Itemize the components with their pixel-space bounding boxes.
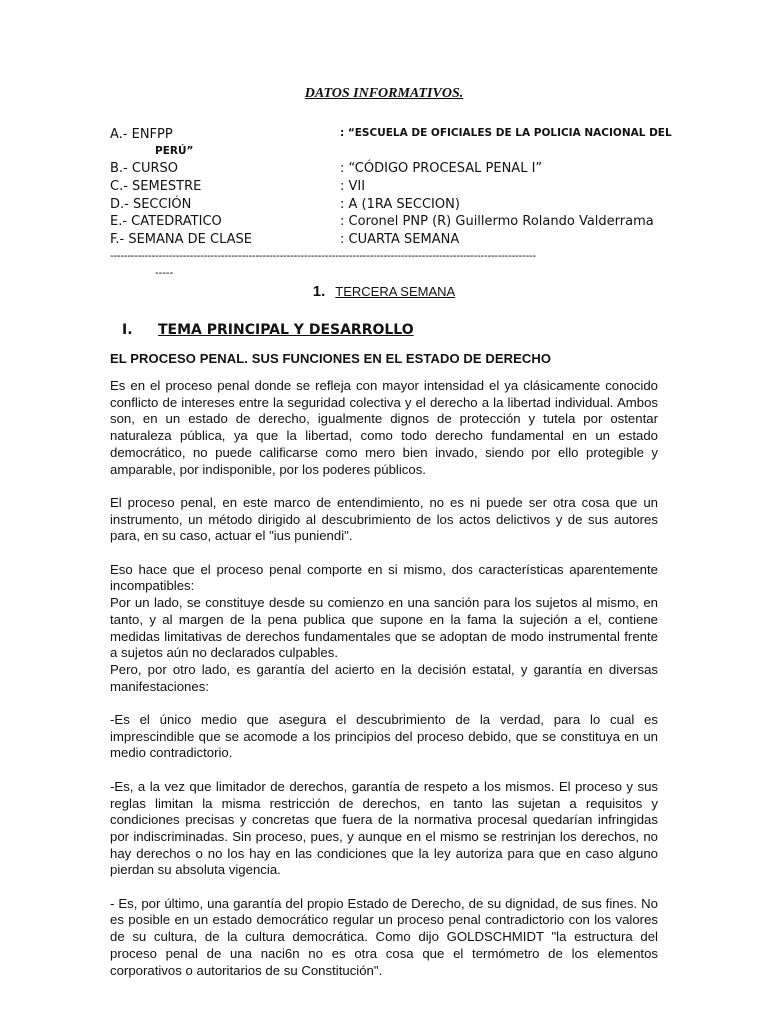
info-key: D.- SECCIÓN xyxy=(110,197,192,212)
tema-roman: I. xyxy=(122,322,133,338)
paragraph: Es en el proceso penal donde se refleja con mayor intensidad el ya clásicamente conocido conflicto de intereses entre la seguridad colectiva y el derecho a la libertad individual. Ambos son, en un estado de derecho, igualmente dignos de protección y tutela por ostentar naturaleza pública, ya que la libertad, como todo derecho fundamental en un estado democrático, no puede calificarse como mero bien invado, siendo por ello protegible y amparable, por indisponible, por los poderes públicos. xyxy=(110,378,658,477)
info-value: : “ESCUELA DE OFICIALES DE LA POLICIA NACIONAL DEL xyxy=(340,127,672,139)
paragraph: - Es, por último, una garantía del propio Estado de Derecho, de su dignidad, de sus fines. No es posible en un estado democrático regular un proceso penal contradictorio con los valores de su cultura, de la cultura democrática. Como dijo GOLDSCHMIDT "la estructura del proceso penal de una naci6n no es otra cosa que el termómetro de los elementos corporativos o autoritarios de su Constitución". xyxy=(110,895,658,978)
info-key: B.- CURSO xyxy=(110,161,178,176)
section-title: TERCERA SEMANA xyxy=(335,284,456,299)
info-value: : A (1RA SECCION) xyxy=(340,197,460,212)
info-key: A.- ENFPP xyxy=(110,127,173,142)
tema-title: TEMA PRINCIPAL Y DESARROLLO xyxy=(158,322,414,338)
paragraph: Por un lado, se constituye desde su comienzo en una sanción para los sujetos al mismo, en tanto, y al margen de la pena publica que supone en la fama la sujeción a el, contiene medidas limitativas de derechos fundamentales que se adoptan de modo instrumental frente a sujetos aún no declarados culpables. xyxy=(110,595,658,661)
paragraph: -Es el único medio que asegura el descubrimiento de la verdad, para lo cual es imprescindible que se acomode a los principios del proceso debido, que se constituya en un medio contradictorio. xyxy=(110,712,658,761)
tema-heading xyxy=(122,322,414,338)
section-number: 1. xyxy=(312,283,326,300)
paragraph: El proceso penal, en este marco de entendimiento, no es ni puede ser otra cosa que un instrumento, un método dirigido al descubrimiento de los actos delictivos y de sus autores para, en su caso, actuar el "ius puniendi". xyxy=(110,494,658,544)
info-key: F.- SEMANA DE CLASE xyxy=(110,232,253,247)
info-value: : Coronel PNP (R) Guillermo Rolando Valderrama xyxy=(340,214,654,229)
info-key: E.- CATEDRATICO xyxy=(110,214,222,229)
document-title: DATOS INFORMATIVOS. xyxy=(304,86,464,101)
separator-tail: ----- xyxy=(155,267,174,279)
info-key: C.- SEMESTRE xyxy=(110,179,202,194)
info-value: : VII xyxy=(340,179,366,194)
separator-line: --------------------------------------------------------------------------------------------------------------------------- xyxy=(110,250,536,262)
info-value: : “CÓDIGO PROCESAL PENAL I” xyxy=(340,161,543,176)
body-text xyxy=(110,378,658,996)
section-heading xyxy=(0,283,768,300)
paragraph: -Es, a la vez que limitador de derechos, garantía de respeto a los mismos. El proceso y sus reglas limitan la misma restricción de derechos, en tanto las sujetan a requisitos y condiciones precisas y concretas que fuera de la normativa procesal quedarían infringidas por indiscriminadas. Sin proceso, pues, y aunque en el mismo se restrinjan los derechos, no hay derechos o no los hay en las condiciones que la ley autoriza para que en caso alguno pierdan su absoluta vigencia. xyxy=(110,778,658,878)
info-value: : CUARTA SEMANA xyxy=(340,232,460,247)
paragraph: Eso hace que el proceso penal comporte en si mismo, dos características aparentemente incompatibles: xyxy=(110,561,658,594)
paragraph: Pero, por otro lado, es garantía del acierto en la decisión estatal, y garantía en diversas manifestaciones: xyxy=(110,661,658,694)
info-value-cont: PERÚ” xyxy=(155,145,194,157)
subheading: EL PROCESO PENAL. SUS FUNCIONES EN EL ESTADO DE DERECHO xyxy=(110,351,552,366)
